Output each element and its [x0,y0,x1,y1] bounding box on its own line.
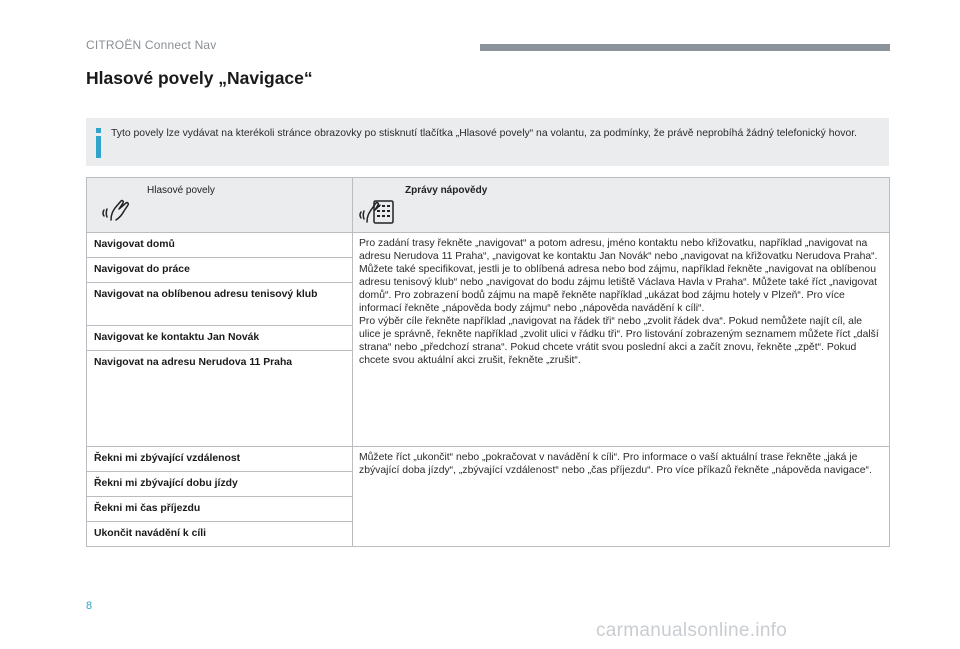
command-cell: Navigovat do práce [87,258,353,283]
info-box [86,118,889,166]
command-cell: Navigovat na oblíbenou adresu tenisový klub [87,283,353,326]
help-text: Pro zadání trasy řekněte „navigovat“ a potom adresu, jméno kontaktu nebo křižovatku, například „navigovat na adresu Nerudova 11 Praha“, „navigovat ke kontaktu Jan Novák“ nebo „navigovat na křižovatku Nerudova Praha“. Můžete také specifikovat, jestli je to oblíbená adresa nebo bod zájmu, například řekněte „navigovat na oblíbenou adresu tenisový klub“ nebo „navigovat do bodu zájmu letiště Václava Havla v Praha“. Můžete také říct „navigovat domů“. Pro zobrazení bodů zájmu na mapě řekněte například „ukázat bod zájmu hotely v Plzeň“. Pro více informací řekněte „nápověda body zájmu“ nebo „nápověda navádění k cíli“. [359,238,878,314]
col-header-commands [87,178,353,233]
voice-help-icon [359,190,395,226]
col-header-commands-label: Hlasové povely [147,185,215,196]
help-cell-route: Můžete říct „ukončit“ nebo „pokračovat v navádění k cíli“. Pro informace o vaší aktuální trase řekněte „jaká je zbývající doba jízdy“, „zbývající vzdálenost“ nebo „čas příjezdu“. Pro více příkazů řekněte „nápověda navigace“. [353,447,890,547]
info-text: Tyto povely lze vydávat na kterékoli stránce obrazovky po stisknutí tlačítka „Hlasové povely“ na volantu, za podmínky, že právě neprobíhá žádný telefonický hovor. [111,128,858,139]
header-bar [480,44,890,51]
table-row [87,233,890,258]
col-header-help [353,178,890,233]
info-icon [94,128,103,158]
help-cell-navigation [353,233,890,447]
page-number: 8 [86,600,93,612]
brand-label: CITROËN Connect Nav [86,38,217,52]
command-cell: Navigovat domů [87,233,353,258]
watermark: carmanualsonline.info [596,620,788,641]
page-title: Hlasové povely „Navigace“ [86,68,313,88]
command-cell: Navigovat na adresu Nerudova 11 Praha [87,351,353,447]
voice-commands-table [86,177,890,547]
command-cell: Navigovat ke kontaktu Jan Novák [87,326,353,351]
command-cell: Ukončit navádění k cíli [87,522,353,547]
col-header-help-label: Zprávy nápovědy [405,185,488,196]
help-text: Pro výběr cíle řekněte například „navigovat na řádek tři“ nebo „zvolit řádek dva“. Pokud nemůžete najít cíl, ale ulice je správně, řekněte například „zvolit ulici v řádku tři“. Pro listování zobrazeným seznamem můžete říct „další strana“ nebo „předchozí strana“. Pokud chcete vrátit svou poslední akci a začít znovu, řekněte „zpět“. Pokud chcete svou aktuální akci zrušit, řekněte „zrušit“. [359,316,879,366]
command-cell: Řekni mi zbývající vzdálenost [87,447,353,472]
voice-command-icon [101,192,131,222]
command-cell: Řekni mi zbývající dobu jízdy [87,472,353,497]
command-cell: Řekni mi čas příjezdu [87,497,353,522]
table-row [87,447,890,472]
table-header-row [87,178,890,233]
